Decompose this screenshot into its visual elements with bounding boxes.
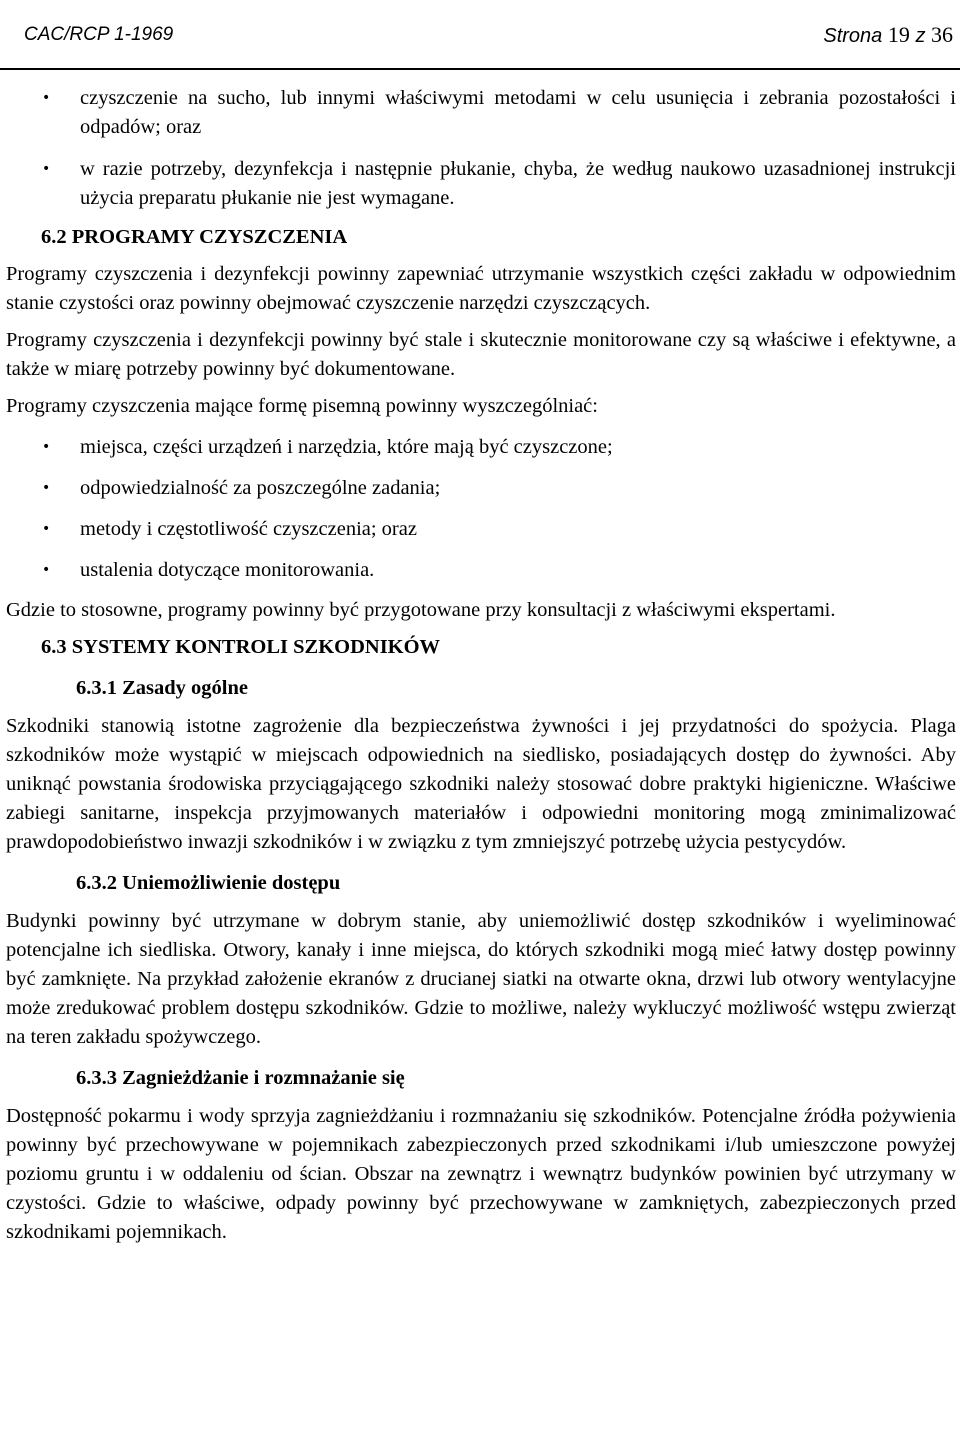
paragraph: Gdzie to stosowne, programy powinny być przygotowane przy konsultacji z właściwymi ekspertami. <box>6 599 836 621</box>
page-sep: z <box>915 25 926 47</box>
list-item: • miejsca, części urządzeń i narzędzia, które mają być czyszczone; <box>6 433 956 462</box>
list-item: • odpowiedzialność za poszczególne zadania; <box>6 474 956 503</box>
page-current: 19 <box>887 22 910 47</box>
paragraph: Budynki powinny być utrzymane w dobrym stanie, aby uniemożliwić dostęp szkodników i wyeliminować potencjalne ich siedliska. Otwory, kanały i inne miejsca, do których szkodniki mogą mieć łatwy dostęp powinny być zamknięte. Na przykład założenie ekranów z drucianej siatki na otwarte okna, drzwi lub otwory wentylacyjne może zredukować problem dostępu szkodników. Gdzie to możliwe, należy wykluczyć możliwość wstępu zwierząt na teren zakładu spożywczego. <box>6 910 956 1048</box>
page-word: Strona <box>823 25 883 47</box>
section-heading-6-3: 6.3 SYSTEMY KONTROLI SZKODNIKÓW <box>41 636 441 658</box>
document-id: CAC/RCP 1-1969 <box>24 24 174 45</box>
list-item: • w razie potrzeby, dezynfekcja i następnie płukanie, chyba, że według naukowo uzasadnionej instrukcji użycia preparatu płukanie nie jest wymagane. <box>6 155 956 213</box>
paragraph: Programy czyszczenia i dezynfekcji powinny zapewniać utrzymanie wszystkich części zakładu w odpowiednim stanie czystości oraz powinny obejmować czyszczenie narzędzi czyszczących. <box>6 263 956 314</box>
list-item: • metody i częstotliwość czyszczenia; oraz <box>6 515 956 544</box>
paragraph: Dostępność pokarmu i wody sprzyja zagnieżdżaniu i rozmnażaniu się szkodników. Potencjalne źródła pożywienia powinny być przechowywane w pojemnikach zabezpieczonych przed szkodnikami i/lub umieszczone powyżej poziomu gruntu i w oddaleniu od ścian. Obszar na zewnątrz i wewnątrz budynków powinien być utrzymany w czystości. Gdzie to właściwe, odpady powinny być przechowywane w zamkniętych, zabezpieczonych przed szkodnikami pojemnikach. <box>6 1105 956 1243</box>
paragraph: Programy czyszczenia i dezynfekcji powinny być stale i skutecznie monitorowane czy są właściwe i efektywne, a także w miarę potrzeby powinny być dokumentowane. <box>6 329 956 380</box>
page-number <box>823 22 953 48</box>
subsection-heading-6-3-1: 6.3.1 Zasady ogólne <box>76 677 248 699</box>
list-item: • ustalenia dotyczące monitorowania. <box>6 556 956 585</box>
page-content <box>6 84 956 1255</box>
list-item: • czyszczenie na sucho, lub innymi właściwymi metodami w celu usunięcia i zebrania pozostałości i odpadów; oraz <box>6 84 956 142</box>
subsection-heading-6-3-2: 6.3.2 Uniemożliwienie dostępu <box>76 872 341 894</box>
paragraph: Szkodniki stanowią istotne zagrożenie dla bezpieczeństwa żywności i jej przydatności do spożycia. Plaga szkodników może wystąpić w miejscach odpowiednich na siedlisko, posiadających dostęp do żywności. Aby uniknąć powstania środowiska przyciągającego szkodniki należy stosować dobre praktyki higieniczne. Właściwe zabiegi sanitarne, inspekcja przyjmowanych materiałów i odpowiedni monitoring mogą zminimalizować prawdopodobieństwo inwazji szkodników i w związku z tym zmniejszyć potrzebę użycia pestycydów. <box>6 715 956 853</box>
page-total: 36 <box>931 22 953 47</box>
subsection-heading-6-3-3: 6.3.3 Zagnieżdżanie i rozmnażanie się <box>76 1067 405 1089</box>
cleaning-program-list <box>6 433 956 585</box>
paragraph: Programy czyszczenia mające formę pisemną powinny wyszczególniać: <box>6 395 598 417</box>
cleaning-steps-list <box>6 84 956 213</box>
section-heading-6-2: 6.2 PROGRAMY CZYSZCZENIA <box>41 226 348 248</box>
page-header <box>0 0 960 70</box>
